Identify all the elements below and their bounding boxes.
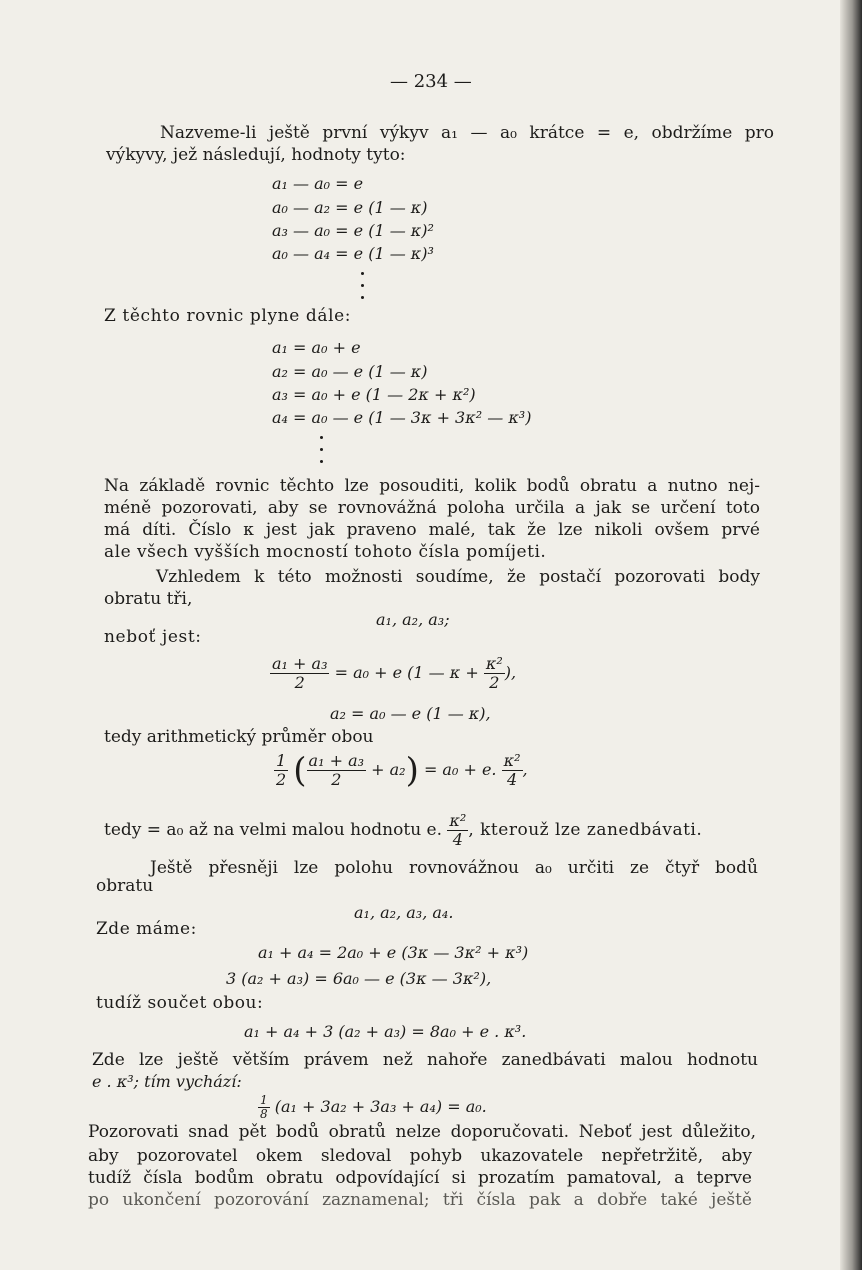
ellipsis-dot [320,436,323,439]
text-line: Na základě rovnic těchto lze posouditi, kolik bodů obratu a nutno nej- [104,476,760,496]
text-line: Pozorovati snad pět bodů obratů nelze doporučovati. Neboť jest důležito, [88,1122,756,1142]
equation: a₄ = a₀ — e (1 — 3κ + 3κ² — κ³) [272,408,532,427]
equation: a₁ = a₀ + e [272,338,361,357]
equation: a₁ + a₄ = 2a₀ + e (3κ — 3κ² + κ³) [258,943,529,962]
book-spine-shadow [840,0,862,1270]
equation: $\frac{1}{2}$ ( $\frac{\text{a₁ + a₃}}{2}$ + a₂) = a₀ + e. $\frac{\text{κ²}}{4}$ , [276,750,528,791]
equation: a₁ + a₄ + 3 (a₂ + a₃) = 8a₀ + e . κ³. [244,1022,527,1041]
equation: a₁, a₂, a₃, a₄. [354,903,454,922]
text-line: e . κ³; tím vychází: [92,1072,242,1091]
text-line: Nazveme-li ještě první výkyv a₁ — a₀ krátce = e, obdržíme pro [160,123,774,143]
equation: 3 (a₂ + a₃) = 6a₀ — e (3κ — 3κ²), [226,969,492,988]
ellipsis-dot [320,460,323,463]
equation: $\frac{\text{a₁ + a₃}}{2}$ = a₀ + e (1 — κ + $\frac{\text{κ²}}{2}$ ), [272,654,517,692]
ellipsis-dot [361,296,364,299]
text-line: Ještě přesněji lze polohu rovnovážnou a₀ určiti ze čtyř bodů [150,858,758,878]
text-line: obratu tři, [104,589,193,609]
text-line: Vzhledem k této možnosti soudíme, že postačí pozorovati body [156,567,760,587]
text-line: méně pozorovati, aby se rovnovážná poloha určila a jak se určení toto [104,498,760,518]
text-line: aby pozorovatel okem sledoval pohyb ukazovatele nepřetržitě, aby [88,1146,752,1166]
equation: a₀ — a₂ = e (1 — κ) [272,198,428,217]
page-number: — 234 — [390,71,472,92]
text-line: tedy = a₀ až na velmi malou hodnotu e. $\frac{\text{κ²}}{4}$ , kterouž lze zanedbávati. [104,811,703,849]
equation: a₂ = a₀ — e (1 — κ) [272,362,428,381]
text-line: ale všech vyšších mocností tohoto čísla pomíjeti. [104,542,547,562]
text-line: tudíž součet obou: [96,993,264,1013]
ellipsis-dot [320,448,323,451]
ellipsis-dot [361,272,364,275]
text-line: Zde máme: [96,919,197,939]
text-line: Z těchto rovnic plyne dále: [104,306,352,326]
equation: a₃ — a₀ = e (1 — κ)² [272,221,434,240]
equation: a₁, a₂, a₃; [376,610,450,629]
ellipsis-dot [361,284,364,287]
equation: $\frac{1}{8}$ (a₁ + 3a₂ + 3a₃ + a₄) = a₀. [260,1093,487,1121]
text-line: výkyvy, jež následují, hodnoty tyto: [106,145,406,165]
equation: a₃ = a₀ + e (1 — 2κ + κ²) [272,385,476,404]
text-line: tudíž čísla bodům obratu odpovídající si prozatím pamatoval, a teprve [88,1168,752,1188]
text-line: Zde lze ještě větším právem než nahoře zanedbávati malou hodnotu [92,1050,758,1070]
equation: a₁ — a₀ = e [272,174,364,193]
text-line: obratu [96,876,154,896]
text-line: neboť jest: [104,627,202,647]
text-line: tedy arithmetický průměr obou [104,727,374,747]
text-line: po ukončení pozorování zaznamenal; tři čísla pak a dobře také ještě [88,1190,752,1210]
equation: a₀ — a₄ = e (1 — κ)³ [272,244,434,263]
text-line: má díti. Číslo κ jest jak praveno malé, tak že lze nikoli ovšem prvé [104,520,760,540]
equation: a₂ = a₀ — e (1 — κ), [330,704,491,723]
